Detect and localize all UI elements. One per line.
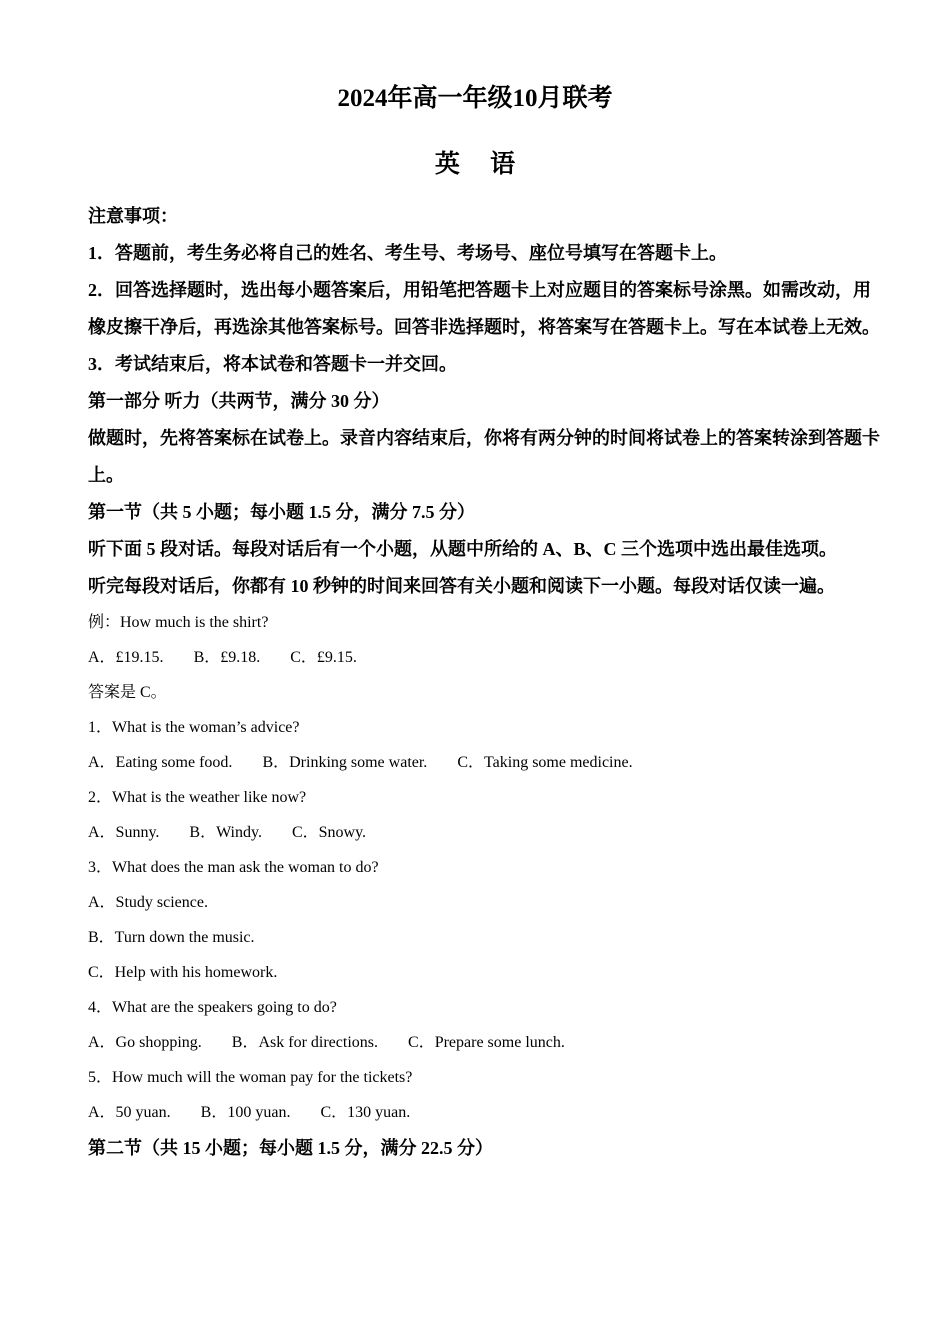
option-b: B．Windy. — [189, 824, 262, 841]
option-a: A．Eating some food. — [88, 754, 233, 771]
option-a: A．£19.15. — [88, 649, 164, 666]
option-b: B．Ask for directions. — [231, 1034, 379, 1051]
example-answer: 答案是 C。 — [88, 684, 167, 701]
option-c: C．Taking some medicine. — [457, 754, 633, 771]
question-5-options — [88, 1095, 888, 1130]
note-item-3: 3．考试结束后，将本试卷和答题卡一并交回。 — [88, 354, 457, 374]
question-3-option-b: B．Turn down the music. — [88, 929, 255, 946]
option-a: A．Sunny. — [88, 824, 160, 841]
notes-heading: 注意事项： — [88, 206, 178, 226]
option-a: A．Go shopping. — [88, 1034, 202, 1051]
example-options — [88, 640, 888, 675]
section1-instruction-line2: 听完每段对话后，你都有 10 秒钟的时间来回答有关小题和阅读下一小题。每段对话仅读一遍。 — [88, 576, 835, 596]
question-2-options — [88, 815, 888, 850]
option-c: C．Prepare some lunch. — [408, 1034, 565, 1051]
option-a: A．50 yuan. — [88, 1104, 171, 1121]
question-1: 1．What is the woman’s advice? — [88, 719, 300, 736]
question-3-option-c: C．Help with his homework. — [88, 964, 278, 981]
part1-heading: 第一部分 听力（共两节，满分 30 分） — [88, 391, 390, 411]
exam-content — [88, 198, 888, 1167]
exam-title: 2024年高一年级10月联考 — [337, 85, 613, 112]
question-3: 3．What does the man ask the woman to do? — [88, 859, 379, 876]
subject-title: 英 语 — [434, 151, 528, 178]
example-question: 例：How much is the shirt? — [88, 614, 269, 631]
note-item-2: 2．回答选择题时，选出每小题答案后，用铅笔把答题卡上对应题目的答案标号涂黑。如需改动，用橡皮擦干净后，再选涂其他答案标号。回答非选择题时，将答案写在答题卡上。写在本试卷上无效。 — [88, 280, 880, 337]
option-b: B．Drinking some water. — [262, 754, 428, 771]
section1-instruction-line1: 听下面 5 段对话。每段对话后有一个小题，从题中所给的 A、B、C 三个选项中选出最佳选项。 — [88, 539, 837, 559]
section2-heading: 第二节（共 15 小题；每小题 1.5 分，满分 22.5 分） — [88, 1138, 493, 1158]
option-b: B．£9.18. — [193, 649, 261, 666]
note-item-1: 1．答题前，考生务必将自己的姓名、考生号、考场号、座位号填写在答题卡上。 — [88, 243, 727, 263]
part1-instruction: 做题时，先将答案标在试卷上。录音内容结束后，你将有两分钟的时间将试卷上的答案转涂到答题卡上。 — [88, 428, 880, 485]
option-c: C．£9.15. — [290, 649, 357, 666]
question-3-option-a: A．Study science. — [88, 894, 208, 911]
question-4: 4．What are the speakers going to do? — [88, 999, 337, 1016]
question-2: 2．What is the weather like now? — [88, 789, 307, 806]
section1-heading: 第一节（共 5 小题；每小题 1.5 分，满分 7.5 分） — [88, 502, 475, 522]
option-c: C．Snowy. — [291, 824, 367, 841]
option-c: C．130 yuan. — [320, 1104, 411, 1121]
option-b: B．100 yuan. — [200, 1104, 291, 1121]
question-5: 5．How much will the woman pay for the tickets? — [88, 1069, 413, 1086]
question-4-options — [88, 1025, 888, 1060]
question-1-options — [88, 745, 888, 780]
